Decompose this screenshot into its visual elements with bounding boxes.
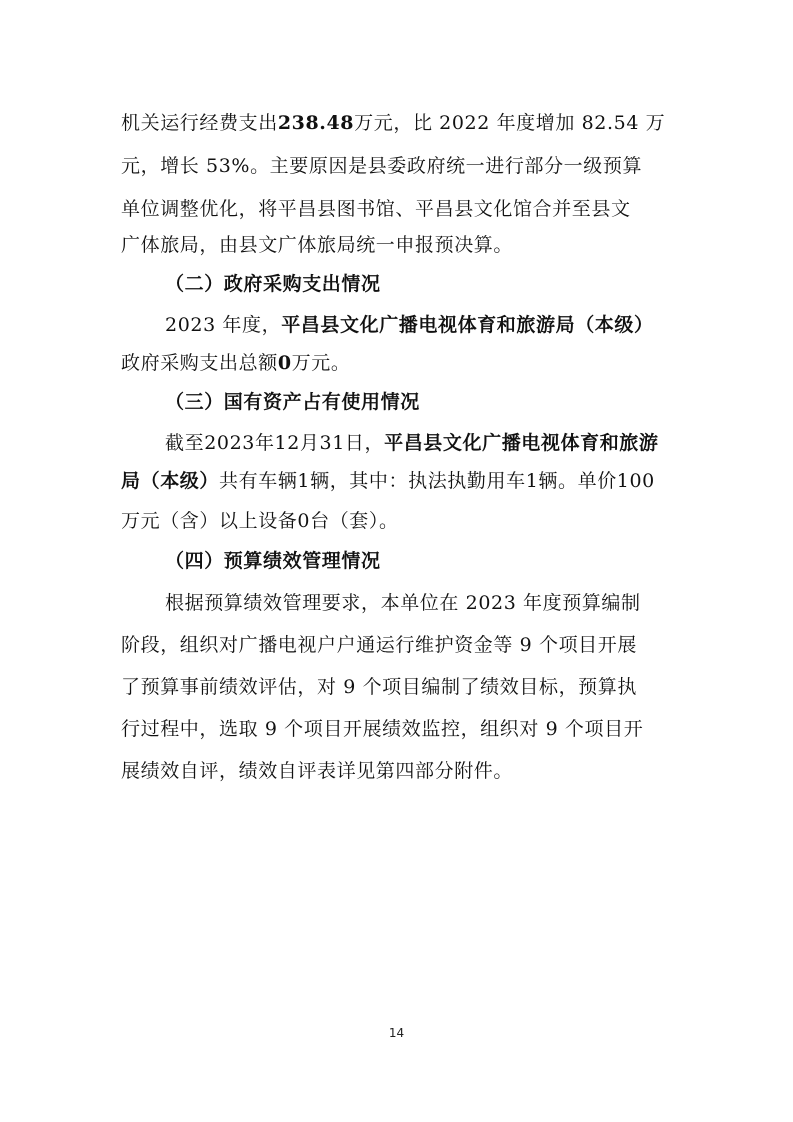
bold-unit-name: 平昌县文化广播电视体育和旅游: [384, 432, 659, 454]
text-line: [121, 351, 350, 375]
bold-amount: 238.48: [277, 112, 355, 134]
bold-unit-name: 平昌县文化广播电视体育和旅游局（本级）: [281, 314, 654, 336]
text-line: 了预算事前绩效评估，对 9 个项目编制了绩效目标，预算执: [121, 676, 637, 698]
section-heading: （二）政府采购支出情况: [165, 273, 381, 295]
text-line: 万元（含）以上设备0台（套）。: [121, 510, 399, 532]
text-line: [165, 431, 659, 455]
text-span: 政府采购支出总额: [121, 352, 278, 374]
text-span: 截至2023年12月31日，: [165, 432, 385, 454]
text-span: 万元，比 2022 年度增加 82.54 万: [354, 112, 666, 134]
text-line: [165, 313, 654, 337]
text-span: 机关运行经费支出: [121, 112, 278, 134]
text-line: 展绩效自评，绩效自评表详见第四部分附件。: [121, 760, 514, 782]
section-heading: （四）预算绩效管理情况: [165, 550, 381, 572]
text-line: 单位调整优化，将平昌县图书馆、平昌县文化馆合并至县文: [121, 198, 631, 220]
text-line: [121, 469, 655, 493]
bold-amount: 0: [277, 352, 292, 374]
text-line: 元，增长 53%。主要原因是县委政府统一进行部分一级预算: [121, 155, 643, 177]
section-heading: （三）国有资产占有使用情况: [165, 391, 420, 413]
text-line: [121, 111, 665, 135]
text-span: 共有车辆1辆，其中：执法执勤用车1辆。单价100: [219, 470, 655, 492]
text-line: 根据预算绩效管理要求，本单位在 2023 年度预算编制: [165, 592, 641, 614]
text-line: 行过程中，选取 9 个项目开展绩效监控，组织对 9 个项目开: [121, 718, 644, 740]
page-number: 14: [388, 1026, 405, 1040]
text-span: 万元。: [291, 352, 351, 374]
text-line: 广体旅局，由县文广体旅局统一申报预决算。: [121, 234, 514, 256]
text-line: 阶段，组织对广播电视户户通运行维护资金等 9 个项目开展: [121, 634, 637, 656]
text-span: 2023 年度，: [165, 314, 282, 336]
bold-unit-name: 局（本级）: [121, 470, 220, 492]
